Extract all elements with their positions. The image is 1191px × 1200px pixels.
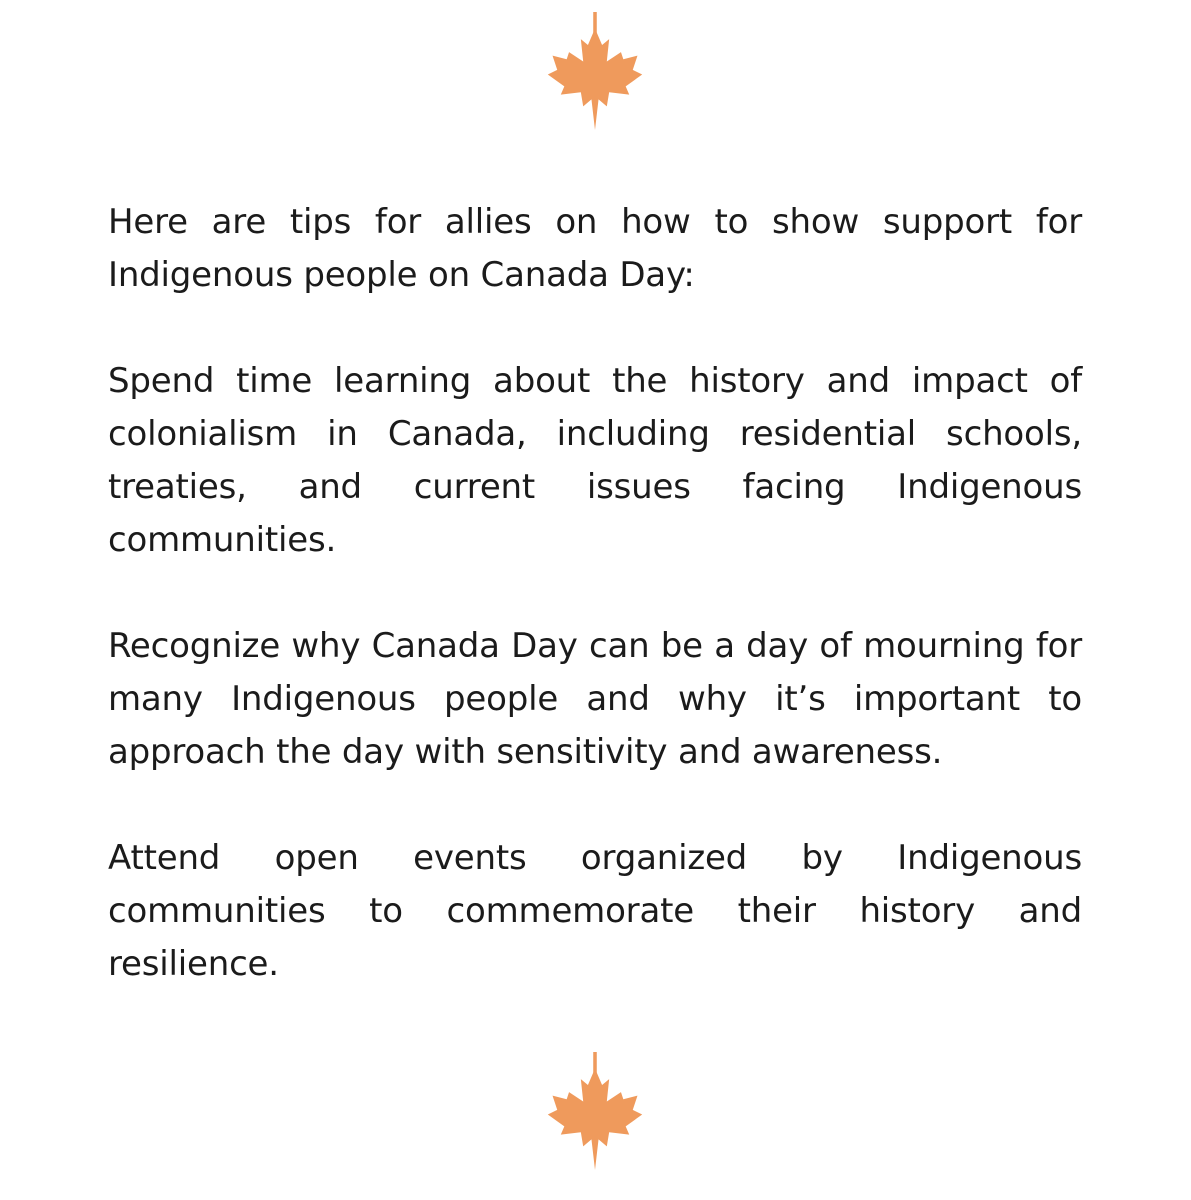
tips-text xyxy=(108,196,1082,991)
tip-recognize-mourning: Recognize why Canada Day can be a day of mourning for many Indigenous people and why it’s important to approach the day with sensitivity and awareness. xyxy=(108,626,1082,772)
maple-leaf-icon xyxy=(536,1050,654,1172)
leaf-shape xyxy=(548,1069,642,1170)
maple-leaf-bottom-svg xyxy=(536,1050,654,1172)
maple-leaf-top-svg xyxy=(536,10,654,132)
tip-learn-history: Spend time learning about the history and impact of colonialism in Canada, including residential schools, treaties, and current issues facing Indigenous communities. xyxy=(108,361,1082,560)
intro-paragraph: Here are tips for allies on how to show support for Indigenous people on Canada Day: xyxy=(108,202,1082,295)
tip-attend-events: Attend open events organized by Indigenous communities to commemorate their history and resilience. xyxy=(108,838,1082,984)
maple-leaf-icon xyxy=(536,10,654,132)
leaf-shape xyxy=(548,29,642,130)
